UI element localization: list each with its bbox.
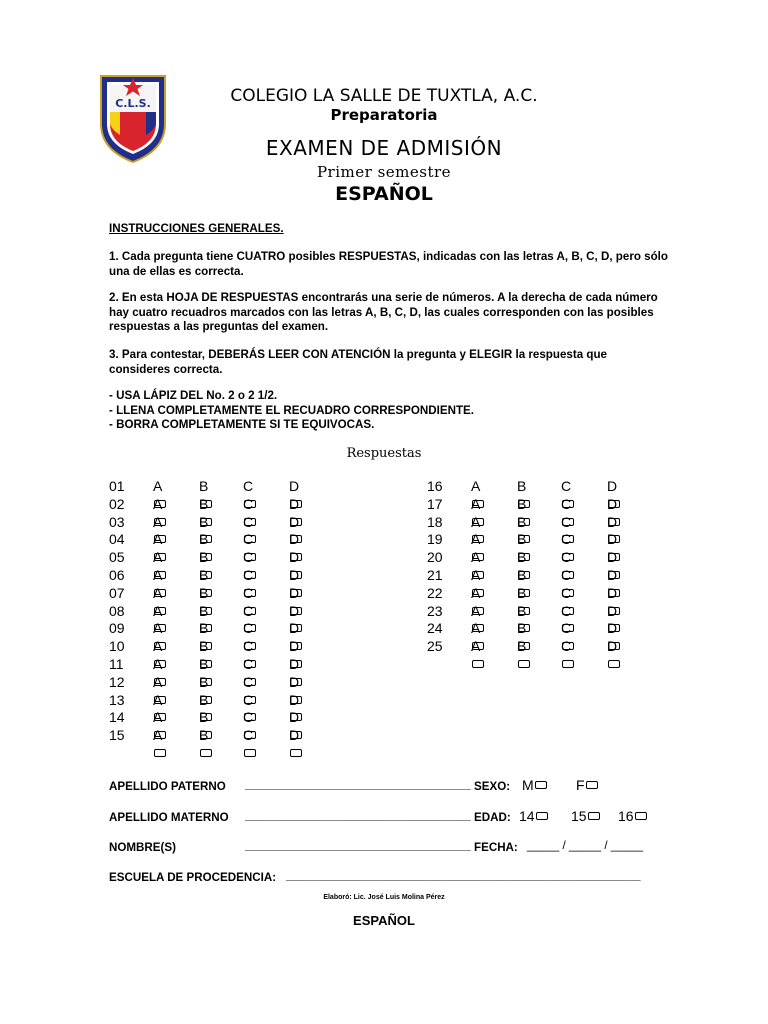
option-letter: A: [153, 513, 163, 530]
question-number: 23: [427, 602, 443, 619]
question-number: 06: [109, 567, 125, 583]
question-number: 16: [427, 478, 443, 494]
option-letter: D: [607, 620, 618, 637]
answer-option-c[interactable]: [243, 727, 256, 762]
option-letter: D: [289, 602, 300, 619]
option-letter: B: [517, 620, 527, 637]
option-letter: B: [517, 638, 527, 655]
escuela-label: ESCUELA DE PROCEDENCIA:: [109, 871, 277, 884]
question-number: 07: [109, 584, 125, 601]
option-letter: D: [289, 513, 300, 530]
option-letter: A: [153, 602, 163, 619]
option-letter: A: [153, 549, 163, 566]
answer-checkbox[interactable]: [586, 781, 598, 789]
exam-title: EXAMEN DE ADMISIÓN: [265, 136, 503, 160]
option-letter: A: [153, 478, 163, 494]
instruction-3: 3. Para contestar, DEBERÁS LEER CON ATENCIÓN la pregunta y ELEGIR la respuesta que consideres correcta.: [109, 348, 608, 376]
question-number: 21: [427, 567, 443, 583]
option-letter: A: [153, 584, 163, 601]
question-number: 12: [109, 673, 125, 690]
footer-subject: ESPAÑOL: [353, 913, 415, 928]
answer-checkbox[interactable]: [154, 749, 166, 757]
option-letter: B: [199, 709, 209, 726]
edad-15-label: 15: [571, 808, 587, 824]
option-letter: C: [561, 620, 572, 637]
question-number: 17: [427, 495, 443, 512]
option-letter: A: [153, 691, 163, 708]
answer-checkbox[interactable]: [635, 812, 647, 820]
option-letter: B: [517, 495, 527, 512]
option-letter: A: [471, 620, 481, 637]
option-letter: D: [607, 513, 618, 530]
option-letter: C: [243, 620, 254, 637]
option-letter: C: [243, 584, 254, 601]
option-letter: D: [607, 495, 618, 512]
option-letter: B: [199, 478, 209, 494]
instructions-title: INSTRUCCIONES GENERALES.: [109, 222, 284, 235]
option-letter: A: [471, 531, 481, 548]
answer-checkbox[interactable]: [535, 781, 547, 789]
rules-list: [109, 389, 669, 433]
option-letter: D: [607, 638, 618, 655]
question-number: 08: [109, 602, 125, 619]
answer-checkbox[interactable]: [472, 660, 484, 668]
option-letter: A: [471, 478, 481, 494]
option-letter: C: [243, 691, 254, 708]
answer-option-a[interactable]: [471, 638, 484, 673]
edad-15-option[interactable]: [571, 808, 600, 824]
answer-checkbox[interactable]: [608, 660, 620, 668]
logo-text: C.L.S.: [115, 97, 151, 110]
option-letter: D: [289, 691, 300, 708]
school-name: COLEGIO LA SALLE DE TUXTLA, A.C.: [230, 86, 538, 106]
question-number: 24: [427, 620, 443, 637]
option-letter: A: [153, 656, 163, 672]
school-level: Preparatoria: [330, 106, 438, 124]
option-letter: B: [199, 638, 209, 655]
option-letter: C: [561, 478, 572, 494]
option-letter: D: [289, 478, 300, 494]
option-letter: A: [471, 549, 481, 566]
option-letter: B: [199, 584, 209, 601]
option-letter: C: [561, 602, 572, 619]
option-letter: A: [153, 709, 163, 726]
option-letter: D: [607, 567, 618, 583]
option-letter: A: [153, 673, 163, 690]
option-letter: C: [243, 531, 254, 548]
option-letter: B: [199, 656, 209, 672]
option-letter: C: [243, 673, 254, 690]
rule-item: - USA LÁPIZ DEL No. 2 o 2 1/2.: [109, 389, 278, 402]
edad-16-label: 16: [618, 808, 634, 824]
question-number: 25: [427, 638, 443, 655]
option-letter: C: [243, 567, 254, 583]
sexo-f-label: F: [576, 777, 585, 793]
option-letter: D: [289, 673, 300, 690]
option-letter: C: [243, 602, 254, 619]
question-number: 01: [109, 478, 125, 494]
option-letter: B: [199, 620, 209, 637]
option-letter: C: [243, 513, 254, 530]
option-letter: B: [199, 727, 209, 744]
edad-14-option[interactable]: [519, 808, 548, 824]
question-number: 10: [109, 638, 125, 655]
option-letter: C: [561, 495, 572, 512]
option-letter: C: [243, 709, 254, 726]
option-letter: A: [471, 513, 481, 530]
apellido-paterno-field[interactable]: ___________________________________: [245, 778, 471, 791]
escuela-field[interactable]: _______________________________________________________: [286, 869, 641, 882]
answer-option-d[interactable]: [289, 727, 302, 762]
option-letter: D: [289, 709, 300, 726]
option-letter: B: [199, 549, 209, 566]
option-letter: B: [199, 495, 209, 512]
answer-checkbox[interactable]: [518, 660, 530, 668]
answer-option-b[interactable]: [517, 638, 530, 673]
option-letter: B: [199, 602, 209, 619]
fecha-field[interactable]: _____ / _____ / _____: [527, 839, 644, 852]
edad-label: EDAD:: [474, 811, 511, 824]
option-letter: C: [561, 638, 572, 655]
question-number: 15: [109, 727, 125, 744]
option-letter: B: [517, 549, 527, 566]
option-letter: B: [517, 567, 527, 583]
nombre-label: NOMBRE(S): [109, 841, 176, 854]
option-letter: D: [289, 567, 300, 583]
apellido-materno-field[interactable]: ___________________________________: [245, 809, 471, 822]
option-letter: B: [517, 584, 527, 601]
question-number: 13: [109, 691, 125, 708]
answer-checkbox[interactable]: [536, 812, 548, 820]
option-letter: C: [561, 584, 572, 601]
option-letter: A: [153, 638, 163, 655]
answer-option-a[interactable]: [153, 727, 166, 762]
option-letter: B: [517, 478, 527, 494]
option-letter: B: [199, 691, 209, 708]
answer-checkbox[interactable]: [290, 749, 302, 757]
answer-checkbox[interactable]: [244, 749, 256, 757]
sexo-f-option[interactable]: [576, 777, 598, 793]
option-letter: B: [199, 513, 209, 530]
fecha-label: FECHA:: [474, 841, 518, 854]
option-letter: A: [153, 567, 163, 583]
option-letter: D: [289, 531, 300, 548]
option-letter: C: [561, 567, 572, 583]
answer-option-c[interactable]: [561, 638, 574, 673]
sexo-m-label: M: [522, 777, 534, 793]
edad-16-option[interactable]: [618, 808, 647, 824]
option-letter: D: [289, 656, 300, 672]
question-number: 03: [109, 513, 125, 530]
question-number: 09: [109, 620, 125, 637]
apellido-materno-label: APELLIDO MATERNO: [109, 811, 229, 824]
sexo-m-option[interactable]: [522, 777, 547, 793]
question-number: 18: [427, 513, 443, 530]
option-letter: A: [153, 620, 163, 637]
option-letter: C: [243, 638, 254, 655]
option-letter: D: [607, 602, 618, 619]
nombre-field[interactable]: ___________________________________: [245, 839, 471, 852]
edad-14-label: 14: [519, 808, 535, 824]
option-letter: D: [289, 727, 300, 744]
rule-item: - LLENA COMPLETAMENTE EL RECUADRO CORRESPONDIENTE.: [109, 403, 474, 417]
option-letter: A: [471, 602, 481, 619]
question-number: 04: [109, 531, 125, 548]
answer-checkbox[interactable]: [562, 660, 574, 668]
option-letter: D: [289, 495, 300, 512]
credit-line: Elaboró: Lic. José Luis Molina Pérez: [323, 894, 445, 901]
option-letter: A: [153, 531, 163, 548]
question-number: 14: [109, 709, 125, 726]
answer-option-d[interactable]: [607, 638, 620, 673]
semester-label: Primer semestre: [316, 163, 452, 181]
option-letter: B: [199, 531, 209, 548]
option-letter: D: [607, 549, 618, 566]
option-letter: C: [561, 513, 572, 530]
option-letter: D: [289, 638, 300, 655]
option-letter: D: [289, 549, 300, 566]
option-letter: A: [153, 495, 163, 512]
option-letter: D: [607, 584, 618, 601]
apellido-paterno-label: APELLIDO PATERNO: [109, 780, 226, 793]
option-letter: C: [243, 656, 254, 672]
rule-item: - BORRA COMPLETAMENTE SI TE EQUIVOCAS.: [109, 418, 375, 431]
option-letter: A: [471, 638, 481, 655]
option-letter: A: [471, 495, 481, 512]
option-letter: C: [243, 727, 254, 744]
instruction-1: 1. Cada pregunta tiene CUATRO posibles RESPUESTAS, indicadas con las letras A, B, C, D, pero sólo una de ellas es correcta.: [109, 250, 668, 278]
question-number: 19: [427, 531, 443, 548]
option-letter: B: [517, 602, 527, 619]
answer-checkbox[interactable]: [588, 812, 600, 820]
option-letter: A: [153, 727, 163, 744]
answer-option-b[interactable]: [199, 727, 212, 762]
option-letter: B: [517, 513, 527, 530]
option-letter: A: [471, 567, 481, 583]
option-letter: B: [517, 531, 527, 548]
option-letter: C: [561, 549, 572, 566]
option-letter: A: [471, 584, 481, 601]
question-number: 11: [109, 656, 124, 672]
option-letter: B: [199, 567, 209, 583]
sexo-label: SEXO:: [474, 780, 511, 793]
option-letter: C: [243, 495, 254, 512]
question-number: 05: [109, 549, 125, 566]
option-letter: C: [243, 478, 254, 494]
question-number: 02: [109, 495, 125, 512]
option-letter: D: [289, 620, 300, 637]
option-letter: C: [243, 549, 254, 566]
option-letter: D: [607, 531, 618, 548]
option-letter: B: [199, 673, 209, 690]
option-letter: D: [607, 478, 618, 494]
answer-checkbox[interactable]: [200, 749, 212, 757]
instruction-2: 2. En esta HOJA DE RESPUESTAS encontrarás una serie de números. A la derecha de cada número hay cuatro recuadros marcados con las letras A, B, C, D, las cuales corresponden con las posibles respuestas a las preguntas del examen.: [109, 291, 658, 333]
question-number: 20: [427, 549, 443, 566]
option-letter: C: [561, 531, 572, 548]
answers-title: Respuestas: [346, 446, 422, 461]
question-number: 22: [427, 584, 443, 601]
option-letter: D: [289, 584, 300, 601]
subject-title: ESPAÑOL: [335, 183, 433, 205]
